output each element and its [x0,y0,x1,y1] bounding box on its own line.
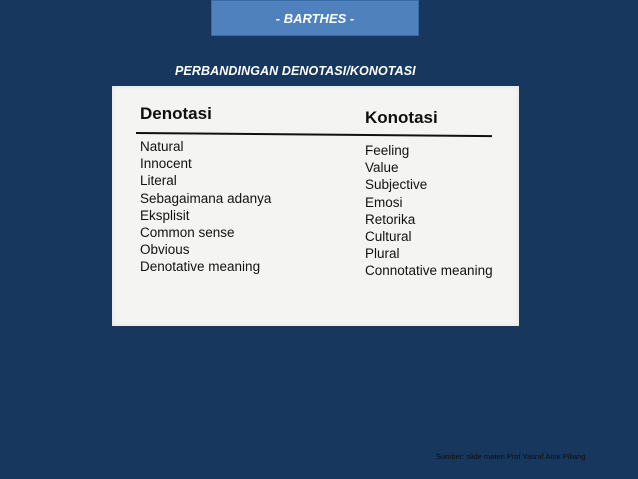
konotasi-heading: Konotasi [365,108,438,127]
slide-subtitle: PERBANDINGAN DENOTASI/KONOTASI [175,64,416,78]
list-item: Innocent [140,156,192,172]
list-item: Value [365,160,399,176]
comparison-scan [112,86,519,326]
list-item: Connotative meaning [365,263,493,279]
list-item: Feeling [365,143,410,158]
list-item: Plural [365,246,400,262]
list-item: Sebagaimana adanya [140,190,272,206]
list-item: Literal [140,173,177,189]
list-item: Natural [140,139,184,154]
konotasi-list [365,142,493,280]
list-item: Subjective [365,177,428,193]
list-item: Cultural [365,228,412,244]
slide-title-box [211,0,419,36]
list-item: Retorika [365,211,416,227]
list-item: Denotative meaning [140,259,261,275]
source-credit: Sumber: slide materi Prof Yasraf Amir Piliang [436,452,586,461]
slide-title: - BARTHES - [275,10,355,26]
list-item: Common sense [140,224,235,240]
denotasi-column [140,104,271,276]
denotasi-heading: Denotasi [140,104,212,123]
denotasi-list [140,138,271,276]
konotasi-column [365,108,493,280]
list-item: Eksplisit [140,207,190,223]
list-item: Obvious [140,242,190,258]
list-item: Emosi [365,194,403,210]
